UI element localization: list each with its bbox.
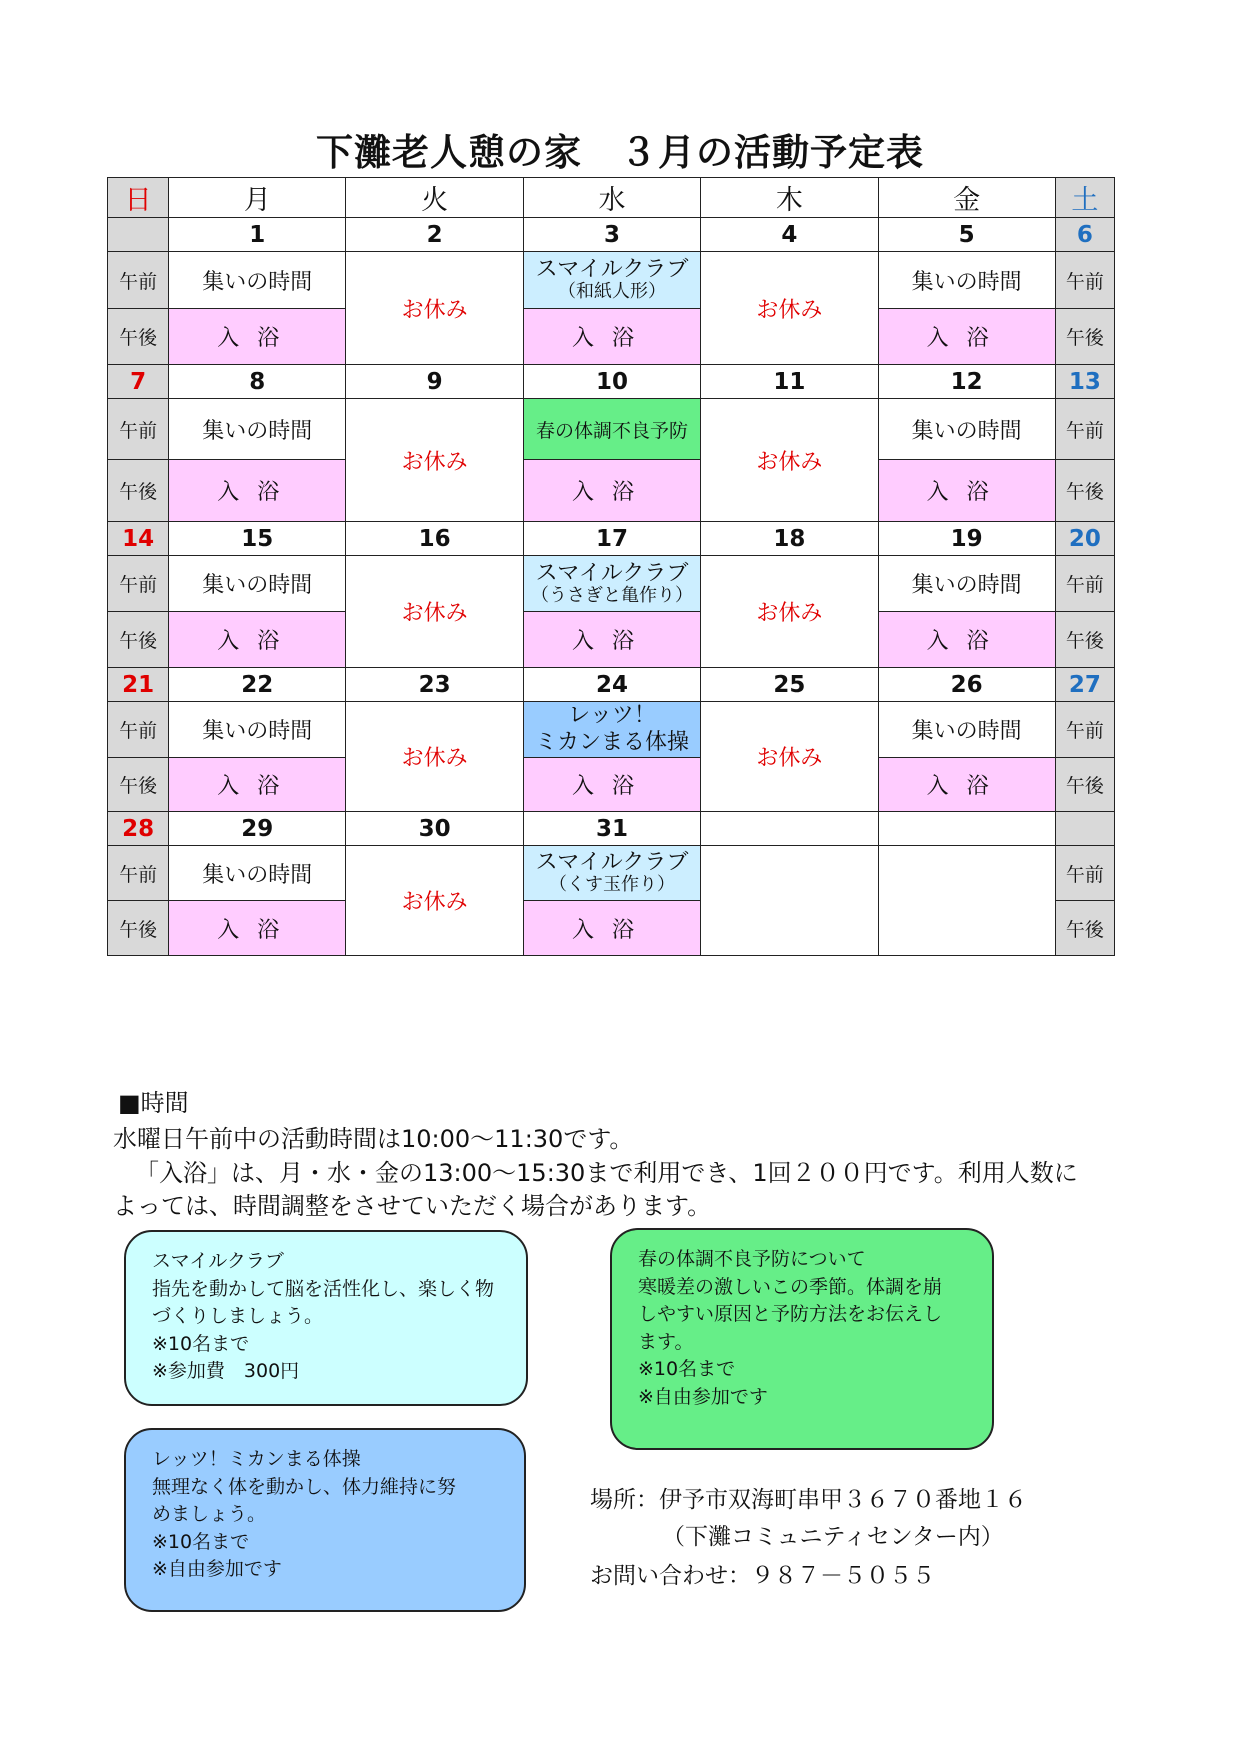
smile-club-label: スマイルクラブ xyxy=(535,257,689,282)
weekday-header: 日 xyxy=(108,178,169,218)
note-line: めましょう。 xyxy=(152,1503,267,1526)
bath-cell: 入浴 xyxy=(878,460,1055,522)
empty-cell xyxy=(701,846,878,956)
date-cell: 4 xyxy=(701,218,878,252)
smile-club-sub: （くす玉作り） xyxy=(549,874,675,896)
date-cell: 28 xyxy=(108,812,169,846)
rest-cell: お休み xyxy=(346,846,523,956)
pm-slot-label: 午後 xyxy=(108,758,169,812)
pm-slot-label: 午後 xyxy=(108,309,169,365)
date-cell: 22 xyxy=(169,668,346,702)
date-cell: 29 xyxy=(169,812,346,846)
note-line: 寒暖差の激しいこの季節。体調を崩 xyxy=(638,1275,943,1298)
date-cell: 14 xyxy=(108,522,169,556)
bath-cell: 入浴 xyxy=(169,758,346,812)
bath-cell: 入浴 xyxy=(878,612,1055,668)
date-cell: 1 xyxy=(169,218,346,252)
bath-cell: 入浴 xyxy=(523,758,700,812)
rest-cell: お休み xyxy=(346,702,523,812)
smile-club-sub: （うさぎと亀作り） xyxy=(531,584,693,606)
tsudoi-cell: 集いの時間 xyxy=(878,399,1055,460)
bath-cell: 入浴 xyxy=(523,309,700,365)
note-line: ます。 xyxy=(638,1330,694,1353)
smile-club-note xyxy=(124,1230,528,1406)
bath-cell: 入浴 xyxy=(169,612,346,668)
weekday-header: 水 xyxy=(523,178,700,218)
time-heading: ■時間 xyxy=(118,1089,189,1117)
note-line: 無理なく体を動かし、体力維持に努 xyxy=(152,1475,457,1498)
tsudoi-cell: 集いの時間 xyxy=(878,252,1055,309)
am-slot-label: 午前 xyxy=(1055,846,1114,901)
pm-slot-label: 午後 xyxy=(108,901,169,956)
location-sub: （下灘コミュニティセンター内） xyxy=(662,1524,1004,1550)
smile-club-label: スマイルクラブ xyxy=(535,850,689,875)
note-line: しやすい原因と予防方法をお伝えし xyxy=(638,1303,943,1326)
am-slot-label: 午前 xyxy=(108,252,169,309)
pm-slot-label: 午後 xyxy=(1055,758,1114,812)
date-cell: 18 xyxy=(701,522,878,556)
tsudoi-cell: 集いの時間 xyxy=(878,556,1055,612)
tsudoi-cell: 集いの時間 xyxy=(878,702,1055,758)
am-slot-label: 午前 xyxy=(1055,399,1114,460)
bath-cell: 入浴 xyxy=(169,901,346,956)
note-line: ※10名まで xyxy=(638,1358,736,1381)
note-line: 春の体調不良予防について xyxy=(638,1248,866,1270)
smile-club-cell xyxy=(523,556,700,612)
page-title: 下灘老人憩の家 ３月の活動予定表 xyxy=(316,131,924,174)
am-slot-label: 午前 xyxy=(108,702,169,758)
date-cell xyxy=(878,812,1055,846)
note-line: づくりしましょう。 xyxy=(152,1305,324,1328)
date-cell: 31 xyxy=(523,812,700,846)
date-cell: 7 xyxy=(108,365,169,399)
spring-health-note xyxy=(610,1228,994,1450)
date-cell: 2 xyxy=(346,218,523,252)
weekday-header: 金 xyxy=(878,178,1055,218)
pm-slot-label: 午後 xyxy=(1055,901,1114,956)
rest-cell: お休み xyxy=(701,252,878,365)
empty-cell xyxy=(878,846,1055,956)
smile-club-cell xyxy=(523,252,700,309)
bath-cell: 入浴 xyxy=(878,758,1055,812)
weekday-header: 土 xyxy=(1055,178,1114,218)
tsudoi-cell: 集いの時間 xyxy=(169,556,346,612)
mikan-exercise-label: ミカンまる体操 xyxy=(534,729,689,755)
time-line-1: 水曜日午前中の活動時間は10:00～11:30です。 xyxy=(113,1125,634,1153)
am-slot-label: 午前 xyxy=(108,399,169,460)
note-line: ※自由参加です xyxy=(152,1558,282,1581)
rest-cell: お休み xyxy=(701,399,878,522)
date-cell: 25 xyxy=(701,668,878,702)
rest-cell: お休み xyxy=(701,702,878,812)
date-cell: 11 xyxy=(701,365,878,399)
calendar-table xyxy=(107,177,1115,956)
date-cell: 24 xyxy=(523,668,700,702)
pm-slot-label: 午後 xyxy=(1055,460,1114,522)
mikan-exercise-note xyxy=(124,1428,526,1612)
note-line: スマイルクラブ xyxy=(152,1250,284,1272)
note-line: ※10名まで xyxy=(152,1530,250,1553)
rest-cell: お休み xyxy=(346,399,523,522)
smile-club-label: スマイルクラブ xyxy=(535,560,689,586)
tsudoi-cell: 集いの時間 xyxy=(169,399,346,460)
tsudoi-cell: 集いの時間 xyxy=(169,846,346,901)
date-cell: 9 xyxy=(346,365,523,399)
note-line: ※自由参加です xyxy=(638,1385,768,1408)
date-cell: 3 xyxy=(523,218,700,252)
smile-club-sub: （和紙人形） xyxy=(558,281,666,303)
date-cell: 12 xyxy=(878,365,1055,399)
mikan-exercise-cell xyxy=(523,702,700,758)
note-line: ※参加費 300円 xyxy=(152,1360,300,1383)
pm-slot-label: 午後 xyxy=(108,612,169,668)
weekday-header: 木 xyxy=(701,178,878,218)
contact-phone: お問い合わせ：９８７－５０５５ xyxy=(590,1563,935,1589)
pm-slot-label: 午後 xyxy=(1055,309,1114,365)
time-line-3: よっては、時間調整をさせていただく場合があります。 xyxy=(113,1192,712,1220)
date-cell: 6 xyxy=(1055,218,1114,252)
weekday-header: 火 xyxy=(346,178,523,218)
date-cell: 13 xyxy=(1055,365,1114,399)
date-cell: 5 xyxy=(878,218,1055,252)
date-cell: 20 xyxy=(1055,522,1114,556)
date-cell: 21 xyxy=(108,668,169,702)
mikan-exercise-label: レッツ！ xyxy=(568,703,656,729)
date-cell: 27 xyxy=(1055,668,1114,702)
am-slot-label: 午前 xyxy=(108,556,169,612)
weekday-header: 月 xyxy=(169,178,346,218)
note-line: 指先を動かして脳を活性化し、楽しく物 xyxy=(152,1277,495,1300)
pm-slot-label: 午後 xyxy=(108,460,169,522)
tsudoi-cell: 集いの時間 xyxy=(169,252,346,309)
bath-cell: 入浴 xyxy=(169,309,346,365)
date-cell xyxy=(1055,812,1114,846)
date-cell: 17 xyxy=(523,522,700,556)
date-cell xyxy=(108,218,169,252)
date-cell: 8 xyxy=(169,365,346,399)
date-cell xyxy=(701,812,878,846)
time-line-2: 「入浴」は、月・水・金の13:00～15:30まで利用でき、1回２００円です。利用人数に xyxy=(135,1159,1078,1187)
am-slot-label: 午前 xyxy=(1055,556,1114,612)
rest-cell: お休み xyxy=(346,556,523,668)
date-cell: 16 xyxy=(346,522,523,556)
date-cell: 19 xyxy=(878,522,1055,556)
note-line: ※10名まで xyxy=(152,1332,250,1355)
rest-cell: お休み xyxy=(701,556,878,668)
bath-cell: 入浴 xyxy=(169,460,346,522)
tsudoi-cell: 集いの時間 xyxy=(169,702,346,758)
spring-health-cell: 春の体調不良予防 xyxy=(523,399,700,460)
am-slot-label: 午前 xyxy=(1055,252,1114,309)
pm-slot-label: 午後 xyxy=(1055,612,1114,668)
date-cell: 15 xyxy=(169,522,346,556)
date-cell: 30 xyxy=(346,812,523,846)
date-cell: 10 xyxy=(523,365,700,399)
note-line: レッツ！ミカンまる体操 xyxy=(152,1448,361,1470)
date-cell: 26 xyxy=(878,668,1055,702)
bath-cell: 入浴 xyxy=(523,460,700,522)
bath-cell: 入浴 xyxy=(878,309,1055,365)
am-slot-label: 午前 xyxy=(1055,702,1114,758)
bath-cell: 入浴 xyxy=(523,612,700,668)
smile-club-cell xyxy=(523,846,700,901)
location-address: 場所：伊予市双海町串甲３６７０番地１６ xyxy=(590,1487,1027,1513)
am-slot-label: 午前 xyxy=(108,846,169,901)
bath-cell: 入浴 xyxy=(523,901,700,956)
date-cell: 23 xyxy=(346,668,523,702)
rest-cell: お休み xyxy=(346,252,523,365)
